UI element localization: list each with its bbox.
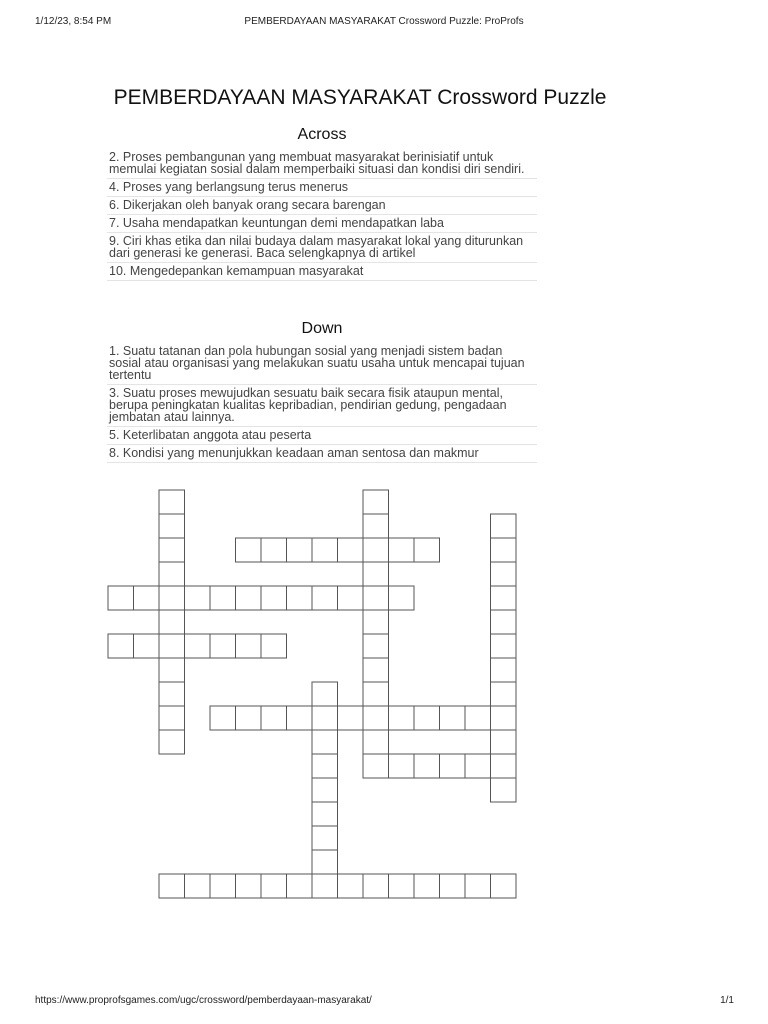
grid-cell — [236, 706, 262, 730]
grid-cell — [287, 586, 313, 610]
grid-cell — [185, 634, 211, 658]
grid-cell — [312, 826, 338, 850]
grid-cell — [491, 682, 517, 706]
grid-cell — [491, 634, 517, 658]
grid-cell — [389, 586, 415, 610]
grid-cell — [465, 874, 491, 898]
across-heading: Across — [297, 126, 347, 143]
grid-cell — [363, 730, 389, 754]
grid-cell — [159, 658, 185, 682]
grid-cell — [159, 586, 185, 610]
grid-cell — [210, 706, 236, 730]
clue-across-7: 7. Usaha mendapatkan keuntungan demi mendapatkan laba — [107, 215, 537, 233]
grid-cell — [134, 586, 160, 610]
grid-cell — [363, 874, 389, 898]
grid-cell — [389, 754, 415, 778]
down-section — [107, 320, 537, 463]
grid-cell — [389, 706, 415, 730]
grid-cell — [185, 586, 211, 610]
grid-cell — [159, 682, 185, 706]
clue-down-1: 1. Suatu tatanan dan pola hubungan sosial yang menjadi sistem badan sosial atau organisasi yang melakukan suatu usaha untuk mencapai tujuan tertentu — [107, 343, 537, 385]
grid-cell — [185, 874, 211, 898]
grid-cell — [312, 682, 338, 706]
grid-cell — [491, 538, 517, 562]
grid-cell — [389, 538, 415, 562]
grid-cell — [312, 850, 338, 874]
grid-cell — [491, 586, 517, 610]
grid-cell — [312, 778, 338, 802]
grid-cell — [236, 634, 262, 658]
grid-cell — [491, 562, 517, 586]
grid-cell — [363, 538, 389, 562]
grid-cell — [491, 730, 517, 754]
grid-cell — [261, 706, 287, 730]
footer-url: https://www.proprofsgames.com/ugc/crossword/pemberdayaan-masyarakat/ — [35, 995, 372, 1006]
grid-cell — [312, 874, 338, 898]
grid-cell — [159, 490, 185, 514]
grid-cell — [491, 658, 517, 682]
clue-down-3: 3. Suatu proses mewujudkan sesuatu baik secara fisik ataupun mental, berupa peningkatan kualitas kepribadian, pendirian gedung, pengadaan jembatan atau lainnya. — [107, 385, 537, 427]
grid-cell — [440, 874, 466, 898]
grid-cell — [363, 514, 389, 538]
grid-cell — [134, 634, 160, 658]
print-datetime: 1/12/23, 8:54 PM — [35, 16, 112, 27]
grid-cell — [236, 874, 262, 898]
grid-cell — [108, 634, 134, 658]
grid-cell — [414, 754, 440, 778]
grid-cell — [363, 586, 389, 610]
grid-cell — [389, 874, 415, 898]
grid-cell — [338, 538, 364, 562]
grid-cell — [159, 874, 185, 898]
grid-cell — [363, 682, 389, 706]
grid-cell — [108, 586, 134, 610]
grid-cell — [465, 706, 491, 730]
grid-cell — [159, 538, 185, 562]
grid-cell — [287, 874, 313, 898]
grid-cell — [363, 634, 389, 658]
grid-cell — [491, 874, 517, 898]
grid-cell — [440, 706, 466, 730]
grid-cell — [363, 490, 389, 514]
grid-cell — [312, 538, 338, 562]
grid-cell — [363, 706, 389, 730]
grid-cell — [261, 586, 287, 610]
grid-cell — [491, 778, 517, 802]
down-heading: Down — [301, 320, 343, 337]
grid-cell — [261, 538, 287, 562]
grid-cell — [312, 586, 338, 610]
clue-down-5: 5. Keterlibatan anggota atau peserta — [107, 427, 537, 445]
clue-across-4: 4. Proses yang berlangsung terus menerus — [107, 179, 537, 197]
clue-across-2: 2. Proses pembangunan yang membuat masyarakat berinisiatif untuk memulai kegiatan sosial dalam memperbaiki situasi dan kondisi diri sendiri. — [107, 149, 537, 179]
grid-cell — [491, 706, 517, 730]
grid-cell — [210, 874, 236, 898]
grid-cell — [338, 706, 364, 730]
grid-cell — [338, 874, 364, 898]
clue-down-8: 8. Kondisi yang menunjukkan keadaan aman sentosa dan makmur — [107, 445, 537, 463]
grid-cell — [159, 730, 185, 754]
grid-cell — [159, 562, 185, 586]
clue-across-9: 9. Ciri khas etika dan nilai budaya dalam masyarakat lokal yang diturunkan dari generasi ke generasi. Baca selengkapnya di artikel — [107, 233, 537, 263]
grid-cell — [236, 586, 262, 610]
grid-cell — [287, 706, 313, 730]
grid-cell — [363, 754, 389, 778]
grid-cell — [312, 802, 338, 826]
grid-cell — [491, 754, 517, 778]
clue-across-6: 6. Dikerjakan oleh banyak orang secara barengan — [107, 197, 537, 215]
across-section — [107, 126, 537, 281]
grid-cell — [465, 754, 491, 778]
clue-across-10: 10. Mengedepankan kemampuan masyarakat — [107, 263, 537, 281]
grid-cell — [210, 586, 236, 610]
grid-cell — [159, 634, 185, 658]
grid-cell — [159, 706, 185, 730]
grid-cell — [312, 706, 338, 730]
grid-cell — [440, 754, 466, 778]
grid-cell — [261, 874, 287, 898]
grid-cell — [414, 874, 440, 898]
grid-cell — [159, 514, 185, 538]
grid-cell — [261, 634, 287, 658]
grid-cell — [414, 538, 440, 562]
grid-cell — [210, 634, 236, 658]
grid-cell — [414, 706, 440, 730]
print-page-title: PEMBERDAYAAN MASYARAKAT Crossword Puzzle: ProProfs — [244, 16, 524, 27]
grid-cell — [287, 538, 313, 562]
page-title: PEMBERDAYAAN MASYARAKAT Crossword Puzzle — [113, 86, 607, 109]
grid-cell — [363, 658, 389, 682]
grid-cell — [312, 730, 338, 754]
grid-cell — [236, 538, 262, 562]
grid-cell — [159, 610, 185, 634]
grid-cell — [363, 562, 389, 586]
grid-cell — [491, 610, 517, 634]
footer-page-number: 1/1 — [720, 995, 734, 1006]
grid-cell — [312, 754, 338, 778]
grid-cell — [363, 610, 389, 634]
grid-cell — [491, 514, 517, 538]
grid-cell — [338, 586, 364, 610]
